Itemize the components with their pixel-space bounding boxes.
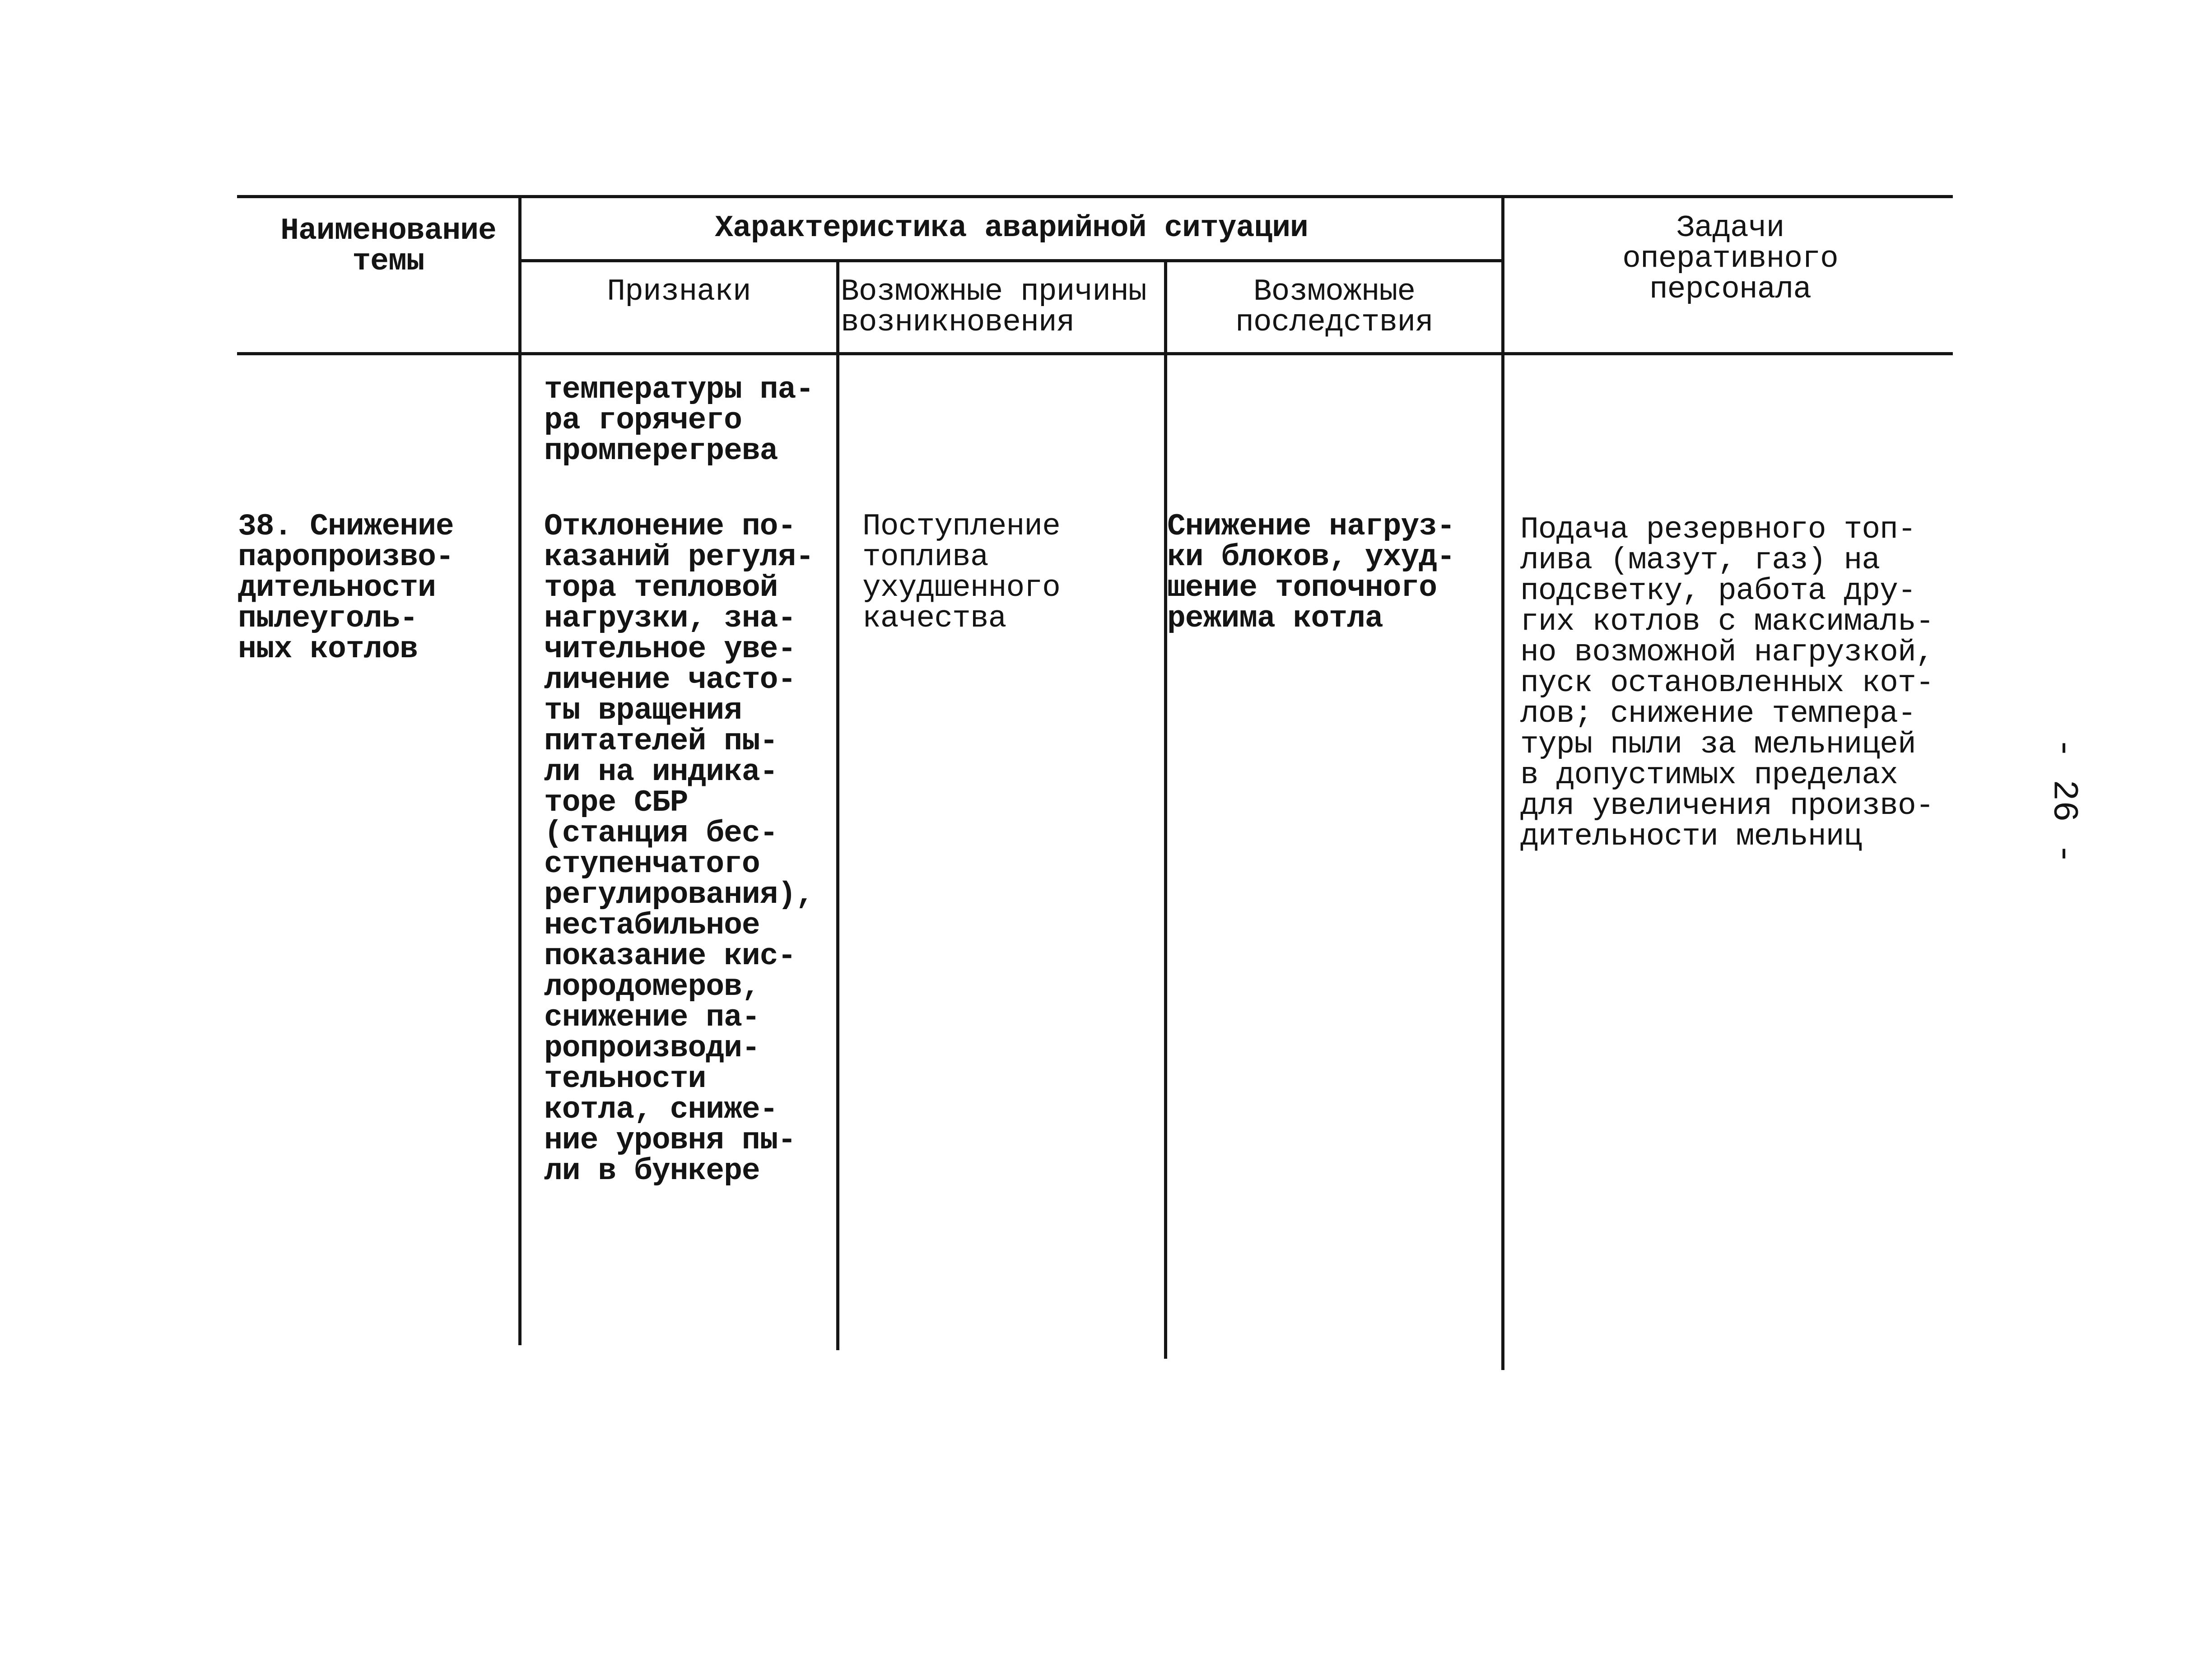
table-top-rule: [237, 195, 1953, 198]
header-signs: Признаки: [607, 274, 751, 309]
column-divider-1: [518, 196, 522, 1345]
signs-continued-text: температуры па- ра горячего промперегрева: [544, 372, 814, 469]
row-signs: Отклонение по- казаний регуля- тора тепловой нагрузки, зна- чительное уве- личение часто- ты вращения питателей пы- ли на индика- торе СБР (станция бес- ступенчатого регулирования), нестабильное показание кис- лородомеров, снижение па- ропроизводи- тельности котла, сниже- ние уровня пы- ли в бункере: [544, 509, 814, 1189]
column-divider-2: [836, 260, 839, 1350]
header-tasks: Задачи оперативного персонала: [1622, 211, 1838, 307]
row-causes: Поступление топлива ухудшенного качества: [862, 509, 1060, 636]
page-number: - 26 -: [2044, 737, 2084, 864]
header-consequences: Возможные последствия: [1235, 274, 1433, 340]
header-topic: Наименование темы: [280, 214, 496, 279]
header-characteristic: Характеристика аварийной ситуации: [715, 211, 1308, 246]
characteristic-underline: [519, 259, 1504, 262]
header-bottom-rule: [237, 352, 1953, 355]
row-consequences: Снижение нагруз- ки блоков, ухуд- шение топочного режима котла: [1167, 509, 1455, 636]
column-divider-3: [1164, 260, 1167, 1359]
row-tasks: Подача резервного топ- лива (мазут, газ) на подсветку, работа дру- гих котлов с максималь- но возможной нагрузкой, пуск остановленных кот- лов; снижение темпера- туры пыли за мельницей в допустимых пределах для увеличения произво- дительности мельниц: [1520, 512, 1934, 854]
header-causes: Возможные причины возникновения: [841, 274, 1146, 340]
column-divider-4: [1501, 196, 1504, 1370]
row-topic: 38. Снижение паропроизво- дительности пылеуголь- ных котлов: [238, 509, 454, 667]
